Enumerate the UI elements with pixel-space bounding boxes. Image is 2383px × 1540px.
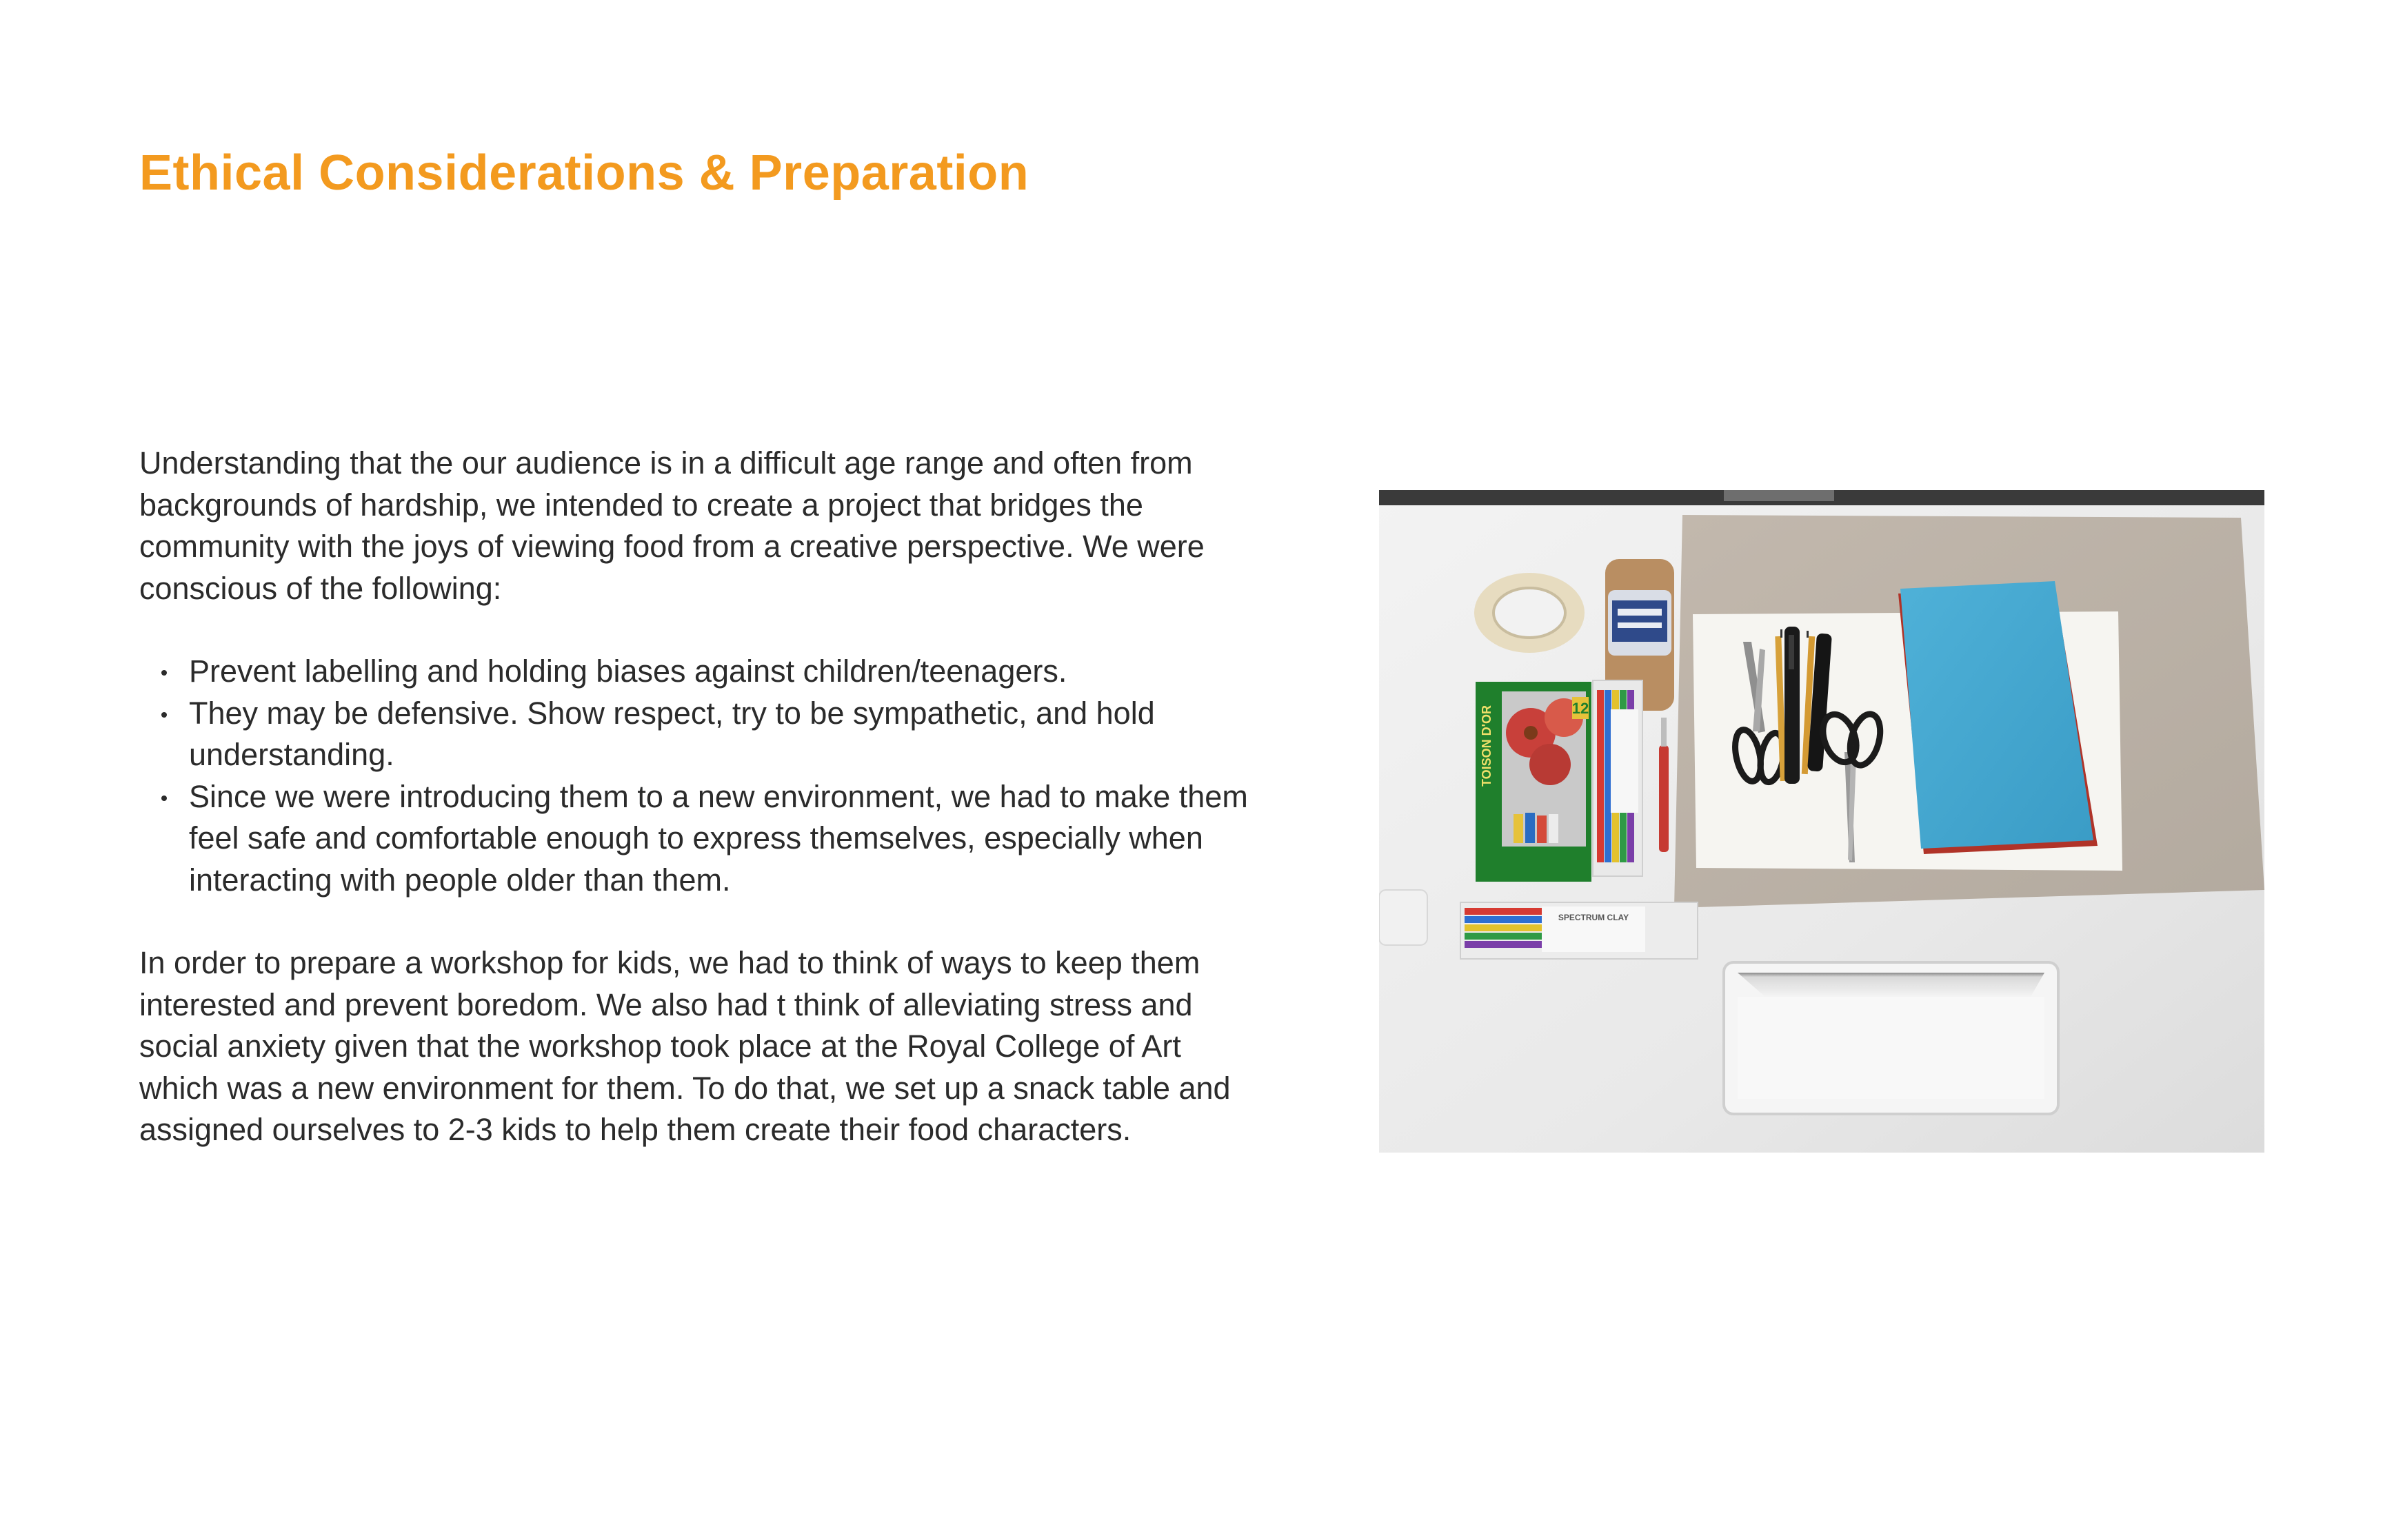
considerations-list	[139, 651, 1256, 901]
clay-pack-horizontal	[1460, 902, 1698, 959]
masking-tape-roll	[1474, 573, 1585, 653]
body-text	[139, 443, 1256, 1151]
box-label-number: 12	[1571, 700, 1589, 717]
glue-bottle	[1379, 890, 1427, 945]
desk-cable-slot	[1724, 962, 2058, 1114]
materials-illustration	[1379, 490, 2264, 1153]
list-item: They may be defensive. Show respect, try to be sympathetic, and hold understanding.	[189, 693, 1256, 776]
pastel-box	[1476, 682, 1591, 882]
intro-paragraph: Understanding that the our audience is in a difficult age range and often from backgrounds of hardship, we intended to create a project that bridges the community with the joys of viewing food from a creative perspective. We were conscious of the following:	[139, 445, 1205, 606]
list-item: Prevent labelling and holding biases against children/teenagers.	[189, 651, 1256, 693]
box-label-brand: TOISON D'OR	[1480, 705, 1494, 787]
page-title: Ethical Considerations & Preparation	[139, 145, 1029, 201]
list-item: Since we were introducing them to a new environment, we had to make them feel safe and comfortable enough to express themselves, especially when interacting with people older than them.	[189, 776, 1256, 902]
preparation-paragraph: In order to prepare a workshop for kids, we had to think of ways to keep them interested and prevent boredom. We also had t think of alleviating stress and social anxiety given that the workshop took place at the Royal College of Art which was a new environment for them. To do that, we set up a snack table and assigned ourselves to 2-3 kids to help them create their food characters.	[139, 945, 1231, 1147]
workshop-materials-photo	[1379, 490, 2264, 1153]
clay-pack-vertical	[1593, 680, 1642, 876]
clay-label: SPECTRUM CLAY	[1558, 913, 1629, 922]
